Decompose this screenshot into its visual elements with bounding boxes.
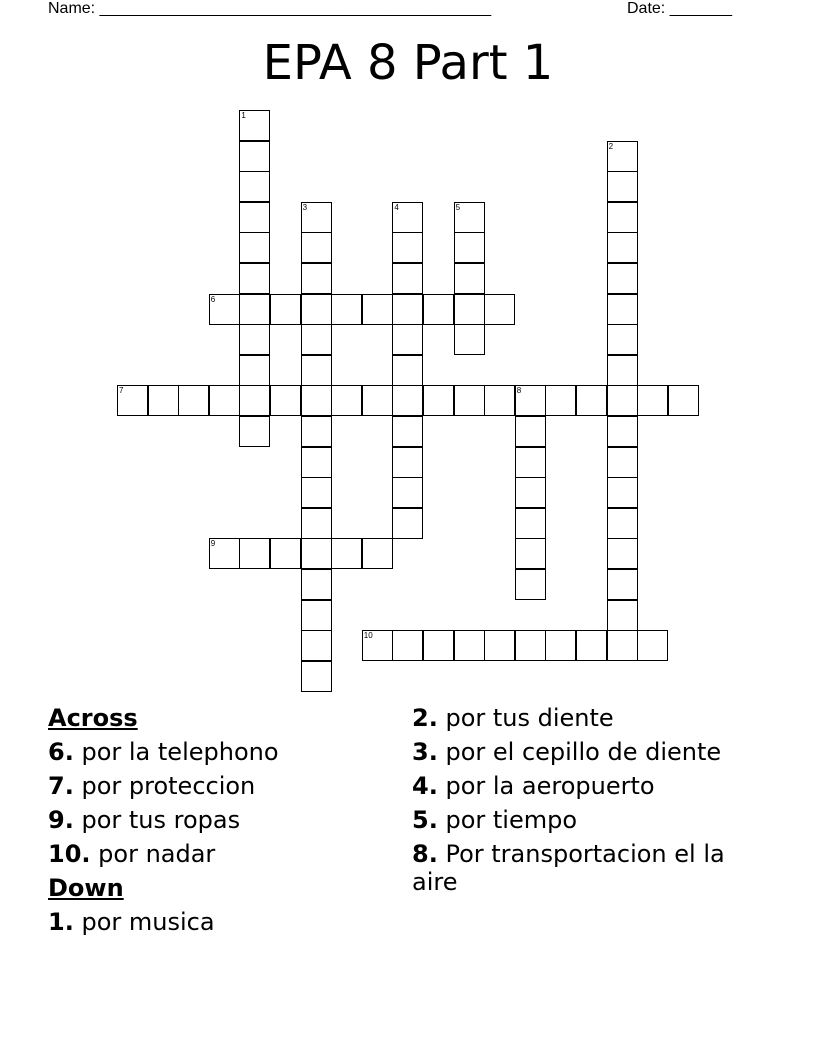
- grid-cell[interactable]: [301, 232, 332, 263]
- grid-cell[interactable]: [607, 477, 638, 508]
- grid-cell[interactable]: [423, 385, 454, 416]
- grid-cell[interactable]: [545, 630, 576, 661]
- clue-text: por la telephono: [81, 738, 279, 766]
- clue-text: Por transportacion el la aire: [412, 840, 725, 896]
- grid-cell[interactable]: [637, 385, 668, 416]
- grid-cell[interactable]: [607, 355, 638, 386]
- grid-cell[interactable]: [607, 263, 638, 294]
- clue-number-label: 4: [394, 202, 399, 212]
- grid-cell[interactable]: [515, 477, 546, 508]
- clue-number-label: 5: [455, 202, 461, 212]
- grid-cell[interactable]: [607, 232, 638, 263]
- clue-down-2: [412, 704, 742, 732]
- grid-cell[interactable]: [301, 263, 332, 294]
- grid-cell[interactable]: [454, 324, 485, 355]
- clue-number-label: 10: [363, 631, 373, 641]
- down-heading: Down: [48, 874, 124, 902]
- grid-cell[interactable]: [239, 324, 270, 355]
- grid-cell[interactable]: [392, 385, 423, 416]
- clue-number-label: 8: [516, 386, 522, 396]
- clue-across-6: [48, 738, 388, 766]
- grid-cell[interactable]: [392, 324, 423, 355]
- clue-number: 2.: [412, 704, 438, 732]
- grid-cell[interactable]: [607, 508, 638, 539]
- grid-cell[interactable]: [392, 508, 423, 539]
- grid-cell[interactable]: [392, 477, 423, 508]
- clues-column-left: [48, 704, 388, 942]
- grid-cell[interactable]: [301, 202, 332, 233]
- grid-cell[interactable]: [331, 385, 362, 416]
- grid-cell[interactable]: [607, 447, 638, 478]
- grid-cell[interactable]: [301, 508, 332, 539]
- grid-cell[interactable]: [239, 355, 270, 386]
- grid-cell[interactable]: [607, 538, 638, 569]
- grid-cell[interactable]: [301, 661, 332, 692]
- grid-cell[interactable]: [239, 141, 270, 172]
- grid-cell[interactable]: [515, 538, 546, 569]
- grid-cell[interactable]: [301, 630, 332, 661]
- grid-cell[interactable]: [392, 416, 423, 447]
- clue-number: 4.: [412, 772, 438, 800]
- grid-cell[interactable]: [239, 385, 270, 416]
- clue-text: por tus ropas: [81, 806, 241, 834]
- clue-number: 3.: [412, 738, 438, 766]
- grid-cell[interactable]: [392, 630, 423, 661]
- grid-cell[interactable]: [454, 630, 485, 661]
- grid-cell[interactable]: [637, 630, 668, 661]
- clue-number: 9.: [48, 806, 74, 834]
- clue-number: 10.: [48, 840, 91, 868]
- grid-cell[interactable]: [515, 447, 546, 478]
- grid-cell[interactable]: [392, 294, 423, 325]
- clue-number-label: 9: [210, 539, 216, 549]
- clue-text: por tus diente: [445, 704, 614, 732]
- grid-cell[interactable]: [515, 508, 546, 539]
- clue-number-label: 6: [210, 294, 216, 304]
- grid-cell[interactable]: [515, 630, 546, 661]
- grid-cell[interactable]: [484, 385, 515, 416]
- grid-cell[interactable]: [270, 294, 301, 325]
- grid-cell[interactable]: [576, 385, 607, 416]
- grid-cell[interactable]: [362, 538, 393, 569]
- clue-text: por proteccion: [81, 772, 256, 800]
- grid-cell[interactable]: [239, 110, 270, 141]
- clue-down-1: [48, 908, 388, 936]
- clue-text: por tiempo: [445, 806, 578, 834]
- grid-cell[interactable]: [545, 385, 576, 416]
- grid-cell[interactable]: [515, 569, 546, 600]
- grid-cell[interactable]: [607, 141, 638, 172]
- grid-cell[interactable]: [484, 630, 515, 661]
- grid-cell[interactable]: [301, 600, 332, 631]
- grid-cell[interactable]: [209, 294, 240, 325]
- grid-cell[interactable]: [301, 385, 332, 416]
- grid-cell[interactable]: [607, 294, 638, 325]
- clue-number: 5.: [412, 806, 438, 834]
- grid-cell[interactable]: [239, 202, 270, 233]
- grid-cell[interactable]: [209, 385, 240, 416]
- grid-cell[interactable]: [454, 385, 485, 416]
- clue-text: por nadar: [98, 840, 216, 868]
- clue-down-3: [412, 738, 742, 766]
- grid-cell[interactable]: [454, 294, 485, 325]
- grid-cell[interactable]: [392, 447, 423, 478]
- grid-cell[interactable]: [515, 416, 546, 447]
- grid-cell[interactable]: [392, 355, 423, 386]
- clues-column-right: [412, 704, 742, 902]
- clue-across-7: [48, 772, 388, 800]
- date-field-label: Date: _______: [627, 0, 732, 17]
- grid-cell[interactable]: [239, 538, 270, 569]
- grid-cell[interactable]: [239, 416, 270, 447]
- grid-cell[interactable]: [607, 569, 638, 600]
- grid-cell[interactable]: [239, 232, 270, 263]
- clue-down-8: [412, 840, 742, 896]
- grid-cell[interactable]: [668, 385, 699, 416]
- grid-cell[interactable]: [576, 630, 607, 661]
- grid-cell[interactable]: [607, 600, 638, 631]
- grid-cell[interactable]: [331, 538, 362, 569]
- clue-number-label: 7: [119, 386, 124, 396]
- grid-cell[interactable]: [209, 538, 240, 569]
- grid-cell[interactable]: [607, 202, 638, 233]
- across-heading: Across: [48, 704, 138, 732]
- grid-cell[interactable]: [239, 263, 270, 294]
- puzzle-title: EPA 8 Part 1: [262, 35, 554, 91]
- grid-cell[interactable]: [270, 538, 301, 569]
- grid-cell[interactable]: [607, 630, 638, 661]
- clue-across-10: [48, 840, 388, 868]
- grid-cell[interactable]: [607, 171, 638, 202]
- clue-text: por la aeropuerto: [445, 772, 655, 800]
- grid-cell[interactable]: [607, 324, 638, 355]
- clue-number-label: 2: [608, 141, 614, 151]
- name-field-label: Name: ____________________________________________: [48, 0, 492, 17]
- grid-cell[interactable]: [301, 447, 332, 478]
- grid-cell[interactable]: [301, 416, 332, 447]
- grid-cell[interactable]: [331, 294, 362, 325]
- clue-number-label: 1: [241, 111, 246, 120]
- grid-cell[interactable]: [117, 385, 148, 416]
- grid-cell[interactable]: [178, 385, 209, 416]
- grid-cell[interactable]: [362, 630, 393, 661]
- grid-cell[interactable]: [484, 294, 515, 325]
- grid-cell[interactable]: [454, 232, 485, 263]
- clue-down-5: [412, 806, 742, 834]
- clue-across-9: [48, 806, 388, 834]
- grid-cell[interactable]: [392, 232, 423, 263]
- grid-cell[interactable]: [607, 416, 638, 447]
- grid-cell[interactable]: [362, 294, 393, 325]
- grid-cell[interactable]: [148, 385, 179, 416]
- grid-cell[interactable]: [239, 294, 270, 325]
- grid-cell[interactable]: [423, 630, 454, 661]
- grid-cell[interactable]: [301, 355, 332, 386]
- grid-cell[interactable]: [301, 324, 332, 355]
- clue-number: 6.: [48, 738, 74, 766]
- grid-cell[interactable]: [301, 294, 332, 325]
- grid-cell[interactable]: [301, 569, 332, 600]
- grid-cell[interactable]: [454, 263, 485, 294]
- clue-text: por musica: [81, 908, 215, 936]
- grid-cell[interactable]: [301, 477, 332, 508]
- clue-number: 7.: [48, 772, 74, 800]
- clue-number: 1.: [48, 908, 74, 936]
- grid-cell[interactable]: [239, 171, 270, 202]
- grid-cell[interactable]: [362, 385, 393, 416]
- grid-cell[interactable]: [607, 385, 638, 416]
- clue-number-label: 3: [302, 202, 308, 212]
- grid-cell[interactable]: [454, 202, 485, 233]
- clue-number: 8.: [412, 840, 438, 868]
- clue-text: por el cepillo de diente: [445, 738, 722, 766]
- grid-cell[interactable]: [515, 385, 546, 416]
- grid-cell[interactable]: [301, 538, 332, 569]
- grid-cell[interactable]: [392, 202, 423, 233]
- clue-down-4: [412, 772, 742, 800]
- grid-cell[interactable]: [270, 385, 301, 416]
- grid-cell[interactable]: [392, 263, 423, 294]
- grid-cell[interactable]: [423, 294, 454, 325]
